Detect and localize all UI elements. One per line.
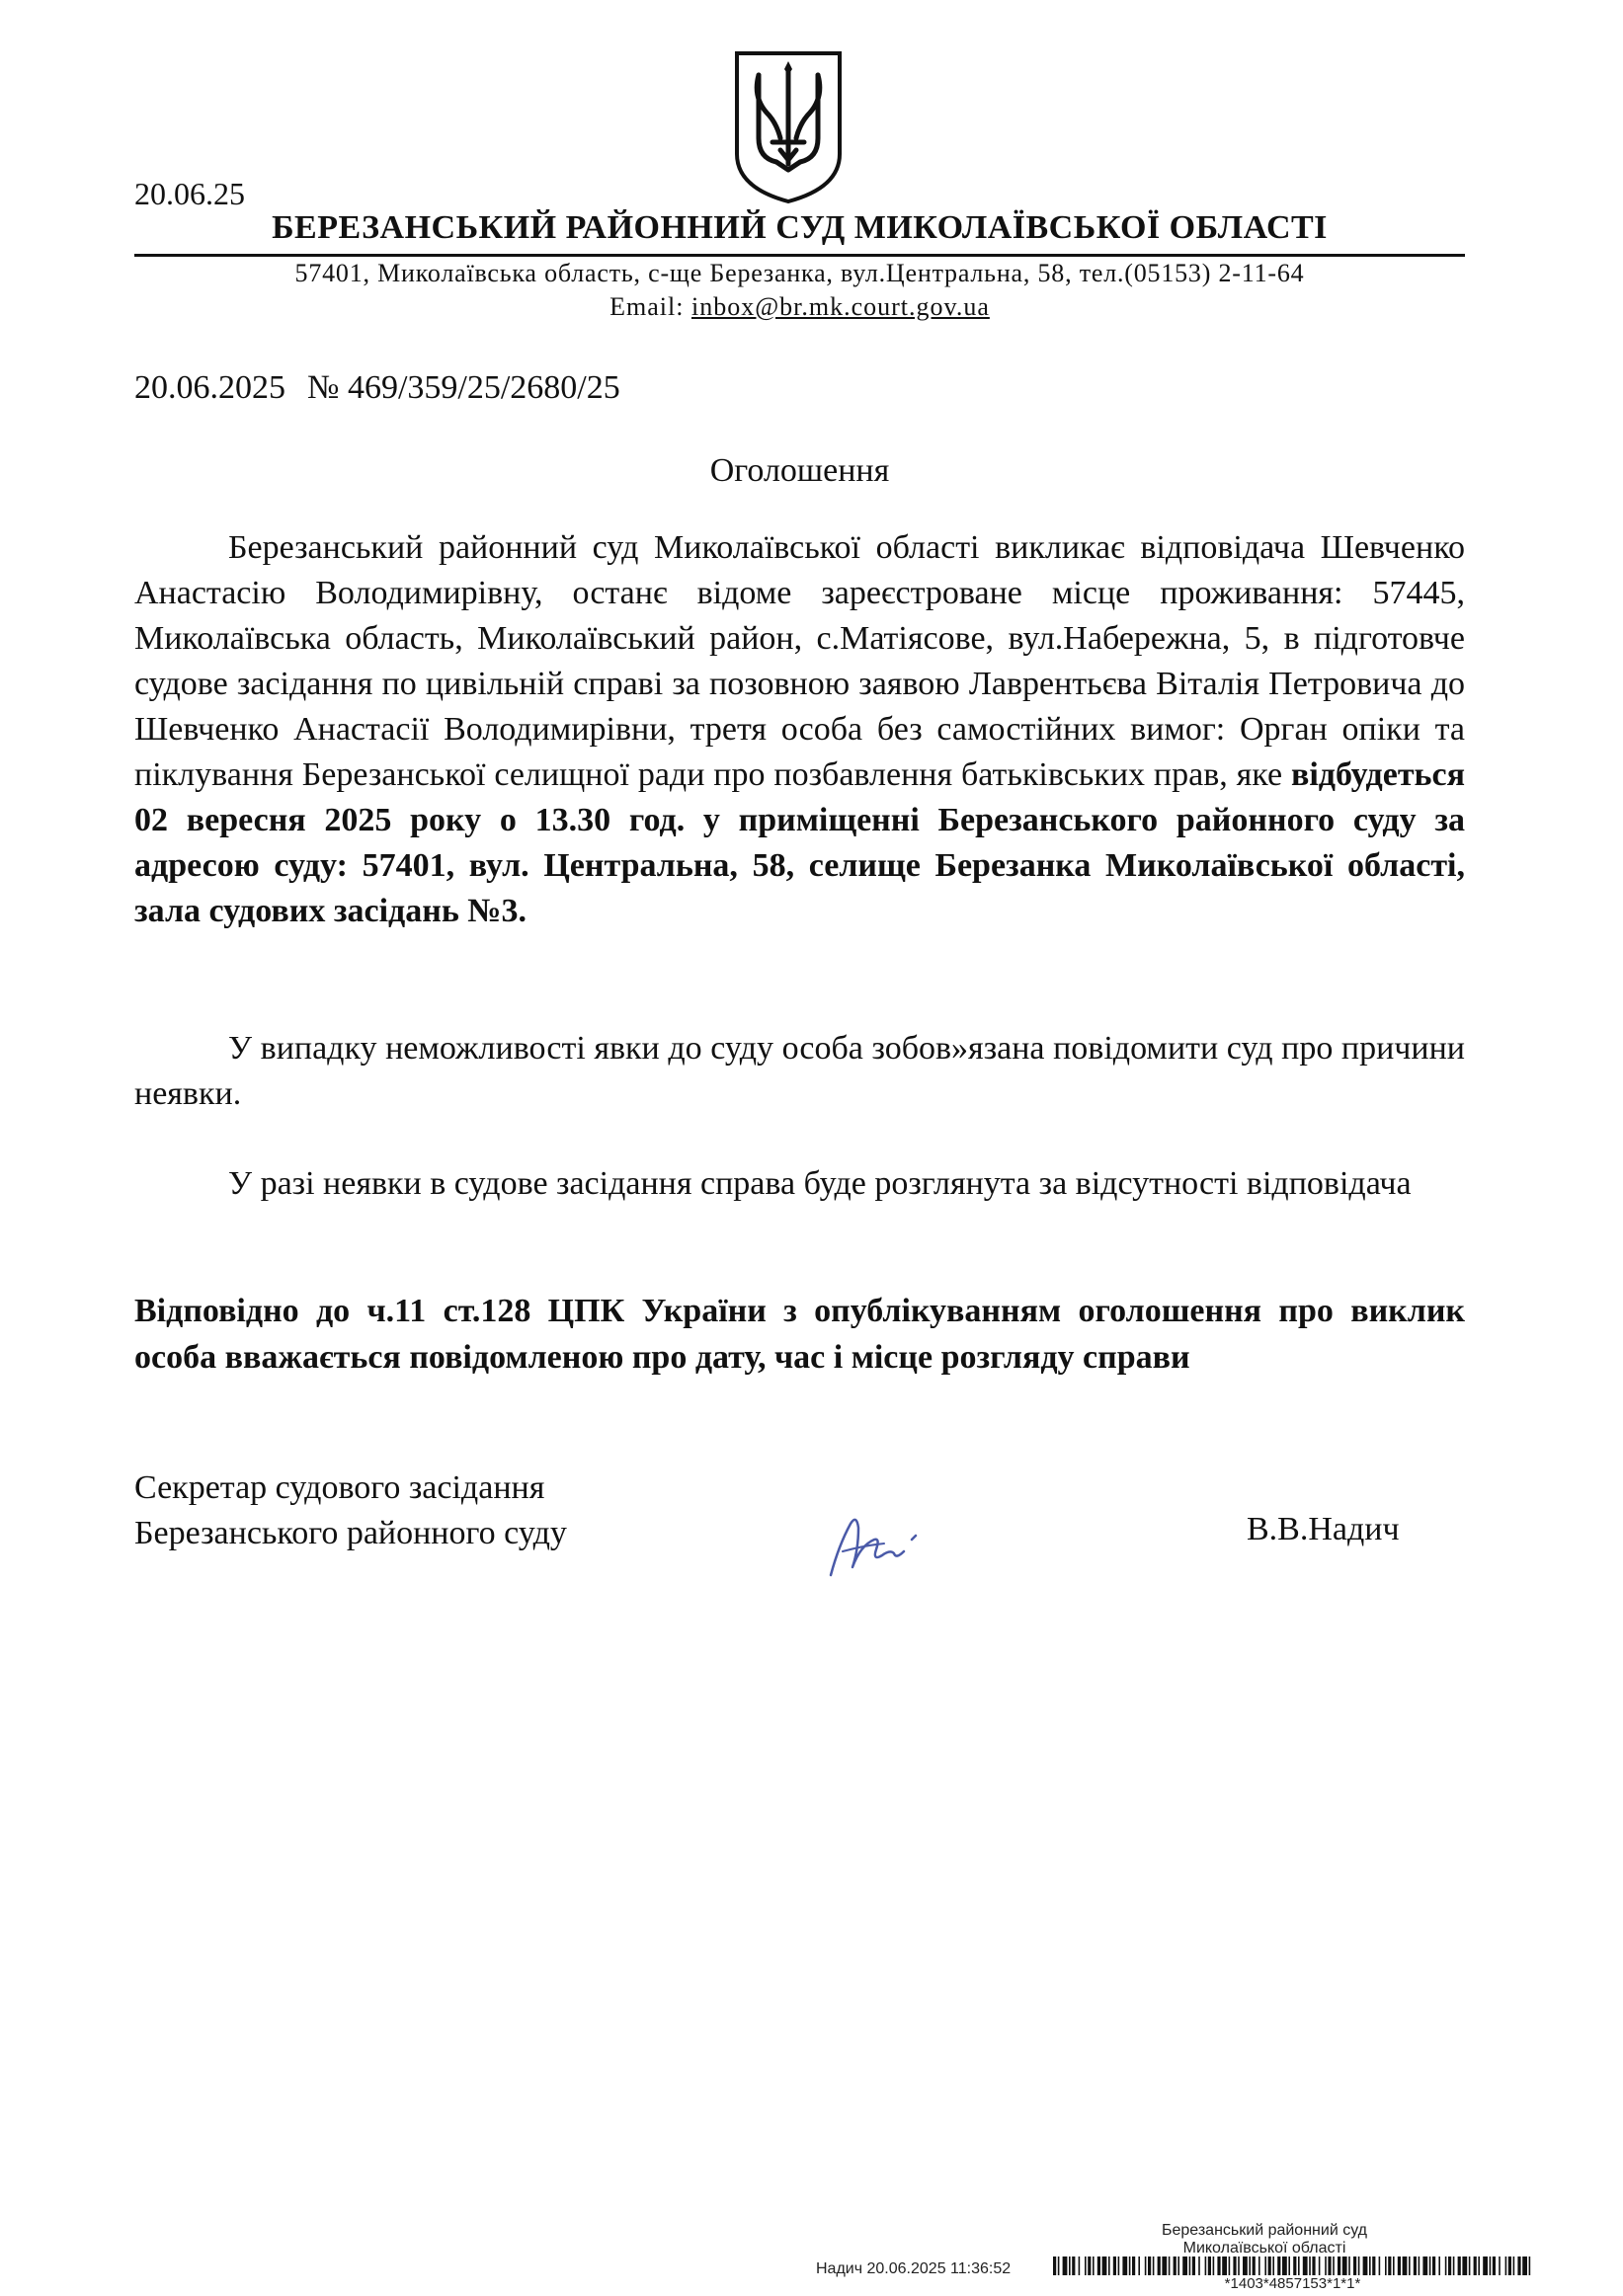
registration-number: № 469/359/25/2680/25 <box>307 369 620 406</box>
stamp-timestamp: Надич 20.06.2025 11:36:52 <box>816 2260 1012 2277</box>
hearing-details: відбудеться 02 вересня 2025 року о 13.30 год. у приміщенні Березанського районного суду за адресою суду: 57401, вул. Центральна, 58, селище Березанка Миколаївської області, зала судових засідань №3. <box>134 756 1465 929</box>
stamp-court-line-1: Березанський районний суд <box>1162 2222 1367 2239</box>
court-address: 57401, Миколаївська область, с-ще Березанка, вул.Центральна, 58, тел.(05153) 2-11-64 <box>294 259 1305 287</box>
signatory-title-line-1: Секретар судового засідання <box>134 1469 545 1506</box>
summons-text: Березанський районний суд Миколаївської області викликає відповідача Шевченко Анастасію Володимирівну, останє відоме зареєстроване місце проживання: 57445, Миколаївська область, Миколаївський район, с.Матіясове, вул.Набережна, 5, в підготовче судове засідання по цивільній справі за позовною заявою Лаврентьєва Віталія Петровича до Шевченко Анастасії Володимирівни, третя особа без самостійних вимог: Орган опіки та піклування Березанської селищної ради про позбавлення батьківських прав, яке <box>134 529 1465 793</box>
signatory-title-line-2: Березанського районного суду <box>134 1515 567 1551</box>
court-name-heading: БЕРЕЗАНСЬКИЙ РАЙОННИЙ СУД МИКОЛАЇВСЬКОЇ ОБЛАСТІ <box>272 209 1328 246</box>
email-label: Email: <box>609 292 691 321</box>
absence-text: У випадку неможливості явки до суду особа зобов»язана повідомити суд про причини неявки. <box>134 1030 1465 1112</box>
absence-paragraph <box>134 1026 1465 1117</box>
document-date-short: 20.06.25 <box>134 176 245 211</box>
stamp-court-line-2: Миколаївської області <box>1182 2240 1346 2256</box>
email-link[interactable]: inbox@br.mk.court.gov.ua <box>690 292 990 321</box>
handwritten-signature <box>825 1506 933 1585</box>
signatory-name: В.В.Надич <box>1247 1511 1400 1547</box>
header-divider <box>134 254 1465 257</box>
stamp-court-name <box>998 2222 1531 2257</box>
legal-notice-paragraph: Відповідно до ч.11 ст.128 ЦПК України з опублікуванням оголошення про виклик особа вважається повідомленою про дату, час і місце розгляду справи <box>134 1293 1465 1376</box>
consequence-paragraph <box>134 1161 1465 1207</box>
coat-of-arms-icon <box>729 47 848 205</box>
consequence-text: У разі неявки в судове засідання справа буде розглянута за відсутності відповідача <box>228 1165 1412 1202</box>
registration-date: 20.06.2025 <box>134 369 285 406</box>
signatory-title <box>134 1465 567 1556</box>
announcement-title: Оголошення <box>709 452 890 489</box>
stamp-barcode-code: *1403*4857153*1*1* <box>1053 2275 1532 2292</box>
summons-paragraph <box>134 525 1465 934</box>
registration-line <box>134 369 620 407</box>
court-email-line <box>134 292 1465 322</box>
